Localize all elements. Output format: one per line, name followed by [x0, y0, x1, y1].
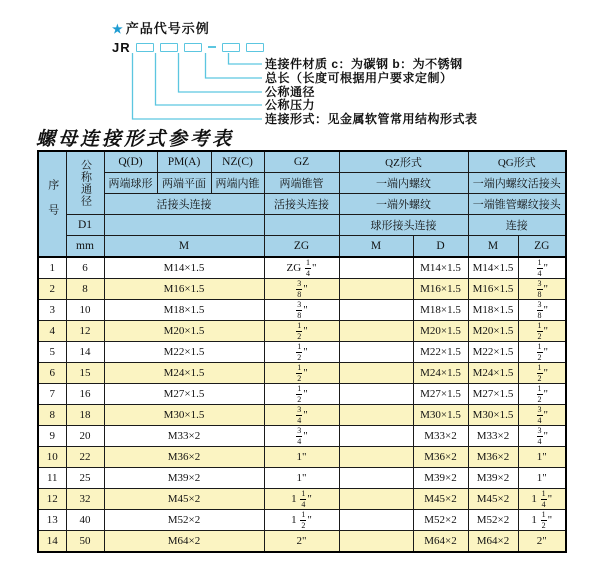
- cell-no: 8: [38, 405, 66, 426]
- cell-dn: 14: [66, 342, 104, 363]
- cell-m: M16×1.5: [104, 279, 264, 300]
- header-nzc-desc: 两端内锥: [211, 173, 264, 194]
- cell-qz_d: M14×1.5: [413, 257, 468, 279]
- header-m-thread: M: [104, 236, 264, 258]
- cell-dn: 8: [66, 279, 104, 300]
- cell-qg_zg: 1": [518, 447, 566, 468]
- cell-qz_m: [339, 300, 413, 321]
- cell-m: M36×2: [104, 447, 264, 468]
- cell-dn: 32: [66, 489, 104, 510]
- cell-gz: 1 $\frac{1}{2}$ ": [264, 510, 339, 531]
- cell-m: M64×2: [104, 531, 264, 553]
- cell-qg_zg: $\frac{3}{8}$ ": [518, 300, 566, 321]
- cell-qg_zg: 1": [518, 468, 566, 489]
- cell-qg_m: M36×2: [468, 447, 518, 468]
- cell-qz_d: M27×1.5: [413, 384, 468, 405]
- cell-qg_zg: $\frac{3}{8}$ ": [518, 279, 566, 300]
- header-qd-desc: 两端球形: [104, 173, 157, 194]
- cell-qz_m: [339, 384, 413, 405]
- header-qd: Q(D): [104, 151, 157, 173]
- cell-qg_m: M22×1.5: [468, 342, 518, 363]
- code-prefix: JR: [112, 39, 131, 55]
- cell-qg_m: M30×1.5: [468, 405, 518, 426]
- cell-qz_m: [339, 321, 413, 342]
- cell-qg_zg: 1 $\frac{1}{2}$ ": [518, 510, 566, 531]
- cell-qz_d: M16×1.5: [413, 279, 468, 300]
- cell-qg_zg: $\frac{1}{2}$ ": [518, 363, 566, 384]
- table-row: [38, 300, 566, 321]
- cell-dn: 10: [66, 300, 104, 321]
- cell-gz: $\frac{3}{4}$ ": [264, 426, 339, 447]
- table-row: [38, 405, 566, 426]
- cell-qz_m: [339, 405, 413, 426]
- cell-qz_m: [339, 257, 413, 279]
- table-row: [38, 363, 566, 384]
- cell-dn: 40: [66, 510, 104, 531]
- code-box-1: [136, 43, 154, 52]
- cell-m: M14×1.5: [104, 257, 264, 279]
- cell-qg_m: M16×1.5: [468, 279, 518, 300]
- cell-qz_m: [339, 447, 413, 468]
- table-row: [38, 489, 566, 510]
- cell-gz: 1 $\frac{1}{4}$ ": [264, 489, 339, 510]
- cell-qg_m: M64×2: [468, 531, 518, 553]
- cell-no: 7: [38, 384, 66, 405]
- header-gz-connection: 活接头连接: [264, 194, 339, 215]
- cell-qg_m: M27×1.5: [468, 384, 518, 405]
- header-gz-desc: 两端锥管: [264, 173, 339, 194]
- cell-dn: 15: [66, 363, 104, 384]
- cell-no: 11: [38, 468, 66, 489]
- table-row: [38, 279, 566, 300]
- header-zg-thread: ZG: [264, 236, 339, 258]
- header-qz-m: M: [339, 236, 413, 258]
- cell-dn: 25: [66, 468, 104, 489]
- cell-qz_d: M36×2: [413, 447, 468, 468]
- cell-dn: 20: [66, 426, 104, 447]
- star-icon: ★: [112, 22, 124, 36]
- cell-dn: 12: [66, 321, 104, 342]
- cell-dn: 50: [66, 531, 104, 553]
- header-empty-gz: [264, 215, 339, 236]
- cell-qz_d: M52×2: [413, 510, 468, 531]
- page-title: 螺母连接形式参考表: [36, 128, 235, 150]
- label-connection-form: 连接形式：见金属软管常用结构形式表: [265, 112, 478, 126]
- header-empty-m: [104, 215, 264, 236]
- cell-m: M18×1.5: [104, 300, 264, 321]
- cell-gz: $\frac{3}{4}$ ": [264, 405, 339, 426]
- cell-qg_m: M45×2: [468, 489, 518, 510]
- code-box-3: [184, 43, 202, 52]
- cell-no: 5: [38, 342, 66, 363]
- table-body: [38, 257, 566, 552]
- header-d1: D1: [66, 215, 104, 236]
- header-qg-m: M: [468, 236, 518, 258]
- header-qg-desc2: 一端锥管螺纹接头: [468, 194, 566, 215]
- cell-qg_m: M20×1.5: [468, 321, 518, 342]
- cell-gz: $\frac{1}{2}$ ": [264, 363, 339, 384]
- cell-qg_m: M33×2: [468, 426, 518, 447]
- label-material: 连接件材质 c：为碳钢 b：为不锈钢: [265, 57, 463, 71]
- header-mm: mm: [66, 236, 104, 258]
- cell-qz_d: M33×2: [413, 426, 468, 447]
- header-qz-desc3: 球形接头连接: [339, 215, 468, 236]
- cell-qg_m: M39×2: [468, 468, 518, 489]
- cell-no: 10: [38, 447, 66, 468]
- header-qg-desc1: 一端内螺纹活接头: [468, 173, 566, 194]
- cell-no: 1: [38, 257, 66, 279]
- header-pma-desc: 两端平面: [157, 173, 211, 194]
- table-row: [38, 447, 566, 468]
- cell-qz_d: M20×1.5: [413, 321, 468, 342]
- cell-gz: $\frac{1}{2}$ ": [264, 384, 339, 405]
- header-dn: 公称通径: [66, 151, 104, 215]
- cell-no: 9: [38, 426, 66, 447]
- cell-no: 4: [38, 321, 66, 342]
- cell-qg_zg: $\frac{1}{4}$ ": [518, 257, 566, 279]
- label-nominal-diameter: 公称通径: [265, 85, 316, 99]
- cell-no: 14: [38, 531, 66, 553]
- header-union-connection: 活接头连接: [104, 194, 264, 215]
- table-row: [38, 321, 566, 342]
- cell-m: M27×1.5: [104, 384, 264, 405]
- cell-qg_zg: 2": [518, 531, 566, 553]
- cell-m: M30×1.5: [104, 405, 264, 426]
- cell-qz_d: M45×2: [413, 489, 468, 510]
- table-row: [38, 384, 566, 405]
- table-row: [38, 342, 566, 363]
- cell-qg_zg: $\frac{1}{2}$ ": [518, 384, 566, 405]
- table-row: [38, 510, 566, 531]
- cell-qg_m: M24×1.5: [468, 363, 518, 384]
- header-nzc: NZ(C): [211, 151, 264, 173]
- diagram-heading-text: 产品代号示例: [125, 21, 210, 36]
- cell-gz: $\frac{1}{2}$ ": [264, 342, 339, 363]
- cell-no: 6: [38, 363, 66, 384]
- cell-gz: $\frac{3}{8}$ ": [264, 300, 339, 321]
- cell-m: M33×2: [104, 426, 264, 447]
- header-pma: PM(A): [157, 151, 211, 173]
- cell-m: M22×1.5: [104, 342, 264, 363]
- header-seq: 序号: [38, 151, 66, 257]
- table-row: [38, 531, 566, 553]
- cell-qz_m: [339, 342, 413, 363]
- cell-qg_zg: $\frac{1}{2}$ ": [518, 342, 566, 363]
- cell-qz_m: [339, 489, 413, 510]
- cell-m: M20×1.5: [104, 321, 264, 342]
- cell-qg_zg: $\frac{3}{4}$ ": [518, 426, 566, 447]
- cell-qg_m: M18×1.5: [468, 300, 518, 321]
- cell-dn: 6: [66, 257, 104, 279]
- cell-dn: 16: [66, 384, 104, 405]
- header-qz-desc1: 一端内螺纹: [339, 173, 468, 194]
- code-box-5: [246, 43, 264, 52]
- header-qg-desc3: 连接: [468, 215, 566, 236]
- header-qz-desc2: 一端外螺纹: [339, 194, 468, 215]
- cell-gz: ZG $\frac{1}{4}$ ": [264, 257, 339, 279]
- nut-connection-table: [37, 150, 567, 553]
- cell-qz_d: M24×1.5: [413, 363, 468, 384]
- cell-gz: 2": [264, 531, 339, 553]
- table-header: [38, 151, 566, 257]
- cell-qz_d: M22×1.5: [413, 342, 468, 363]
- code-dash: [208, 46, 216, 48]
- cell-qg_zg: $\frac{3}{4}$ ": [518, 405, 566, 426]
- code-box-4: [222, 43, 240, 52]
- header-qz: QZ形式: [339, 151, 468, 173]
- cell-qz_d: M18×1.5: [413, 300, 468, 321]
- cell-qz_m: [339, 426, 413, 447]
- cell-no: 2: [38, 279, 66, 300]
- cell-qz_d: M39×2: [413, 468, 468, 489]
- cell-qg_m: M14×1.5: [468, 257, 518, 279]
- diagram-heading: [112, 18, 210, 37]
- cell-qg_m: M52×2: [468, 510, 518, 531]
- cell-gz: $\frac{3}{8}$ ": [264, 279, 339, 300]
- cell-dn: 18: [66, 405, 104, 426]
- table-row: [38, 426, 566, 447]
- table-row: [38, 257, 566, 279]
- table-row: [38, 468, 566, 489]
- header-qz-d: D: [413, 236, 468, 258]
- cell-qg_zg: $\frac{1}{2}$ ": [518, 321, 566, 342]
- header-qg: QG形式: [468, 151, 566, 173]
- cell-gz: $\frac{1}{2}$ ": [264, 321, 339, 342]
- cell-no: 13: [38, 510, 66, 531]
- cell-qz_d: M30×1.5: [413, 405, 468, 426]
- cell-m: M39×2: [104, 468, 264, 489]
- cell-qz_m: [339, 363, 413, 384]
- header-gz: GZ: [264, 151, 339, 173]
- product-code-row: [112, 40, 270, 54]
- cell-no: 12: [38, 489, 66, 510]
- cell-dn: 22: [66, 447, 104, 468]
- cell-qz_d: M64×2: [413, 531, 468, 553]
- label-total-length: 总长（长度可根据用户要求定制）: [265, 71, 453, 85]
- cell-qg_zg: 1 $\frac{1}{4}$ ": [518, 489, 566, 510]
- cell-gz: 1": [264, 468, 339, 489]
- code-box-2: [160, 43, 178, 52]
- label-nominal-pressure: 公称压力: [265, 98, 316, 112]
- cell-no: 3: [38, 300, 66, 321]
- cell-qz_m: [339, 531, 413, 553]
- cell-qz_m: [339, 510, 413, 531]
- cell-gz: 1": [264, 447, 339, 468]
- header-qg-zg: ZG: [518, 236, 566, 258]
- cell-m: M45×2: [104, 489, 264, 510]
- cell-qz_m: [339, 468, 413, 489]
- cell-m: M24×1.5: [104, 363, 264, 384]
- cell-m: M52×2: [104, 510, 264, 531]
- cell-qz_m: [339, 279, 413, 300]
- product-code-diagram: [0, 0, 600, 126]
